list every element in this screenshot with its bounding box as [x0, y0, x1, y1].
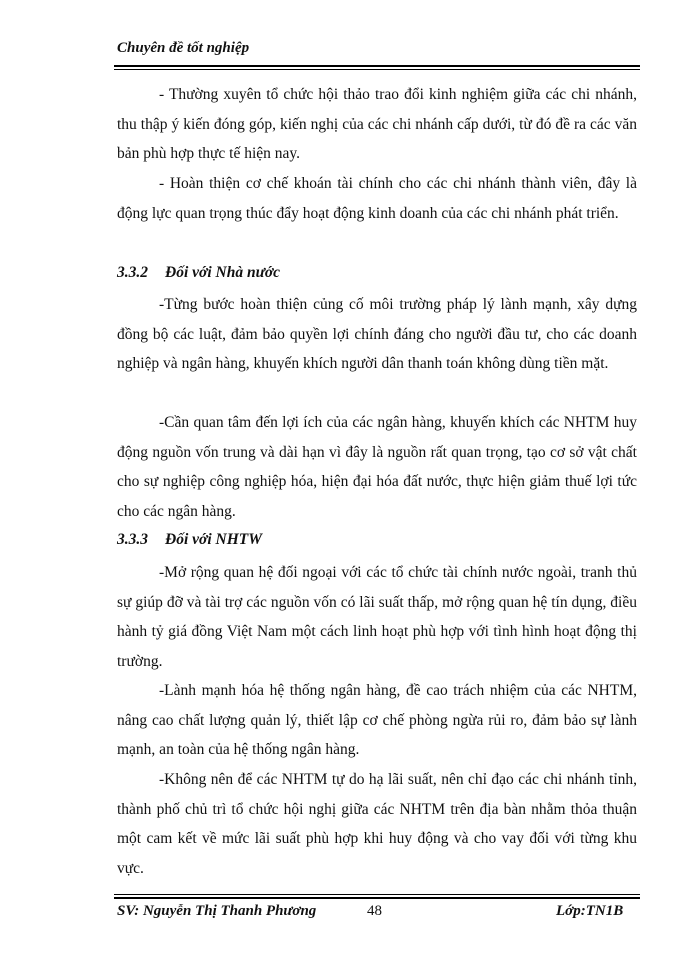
paragraph-2: - Hoàn thiện cơ chế khoán tài chính cho các chi nhánh thành viên, đây là động lực quan trọng thúc đẩy hoạt động kinh doanh của các chi nhánh phát triển.	[117, 175, 637, 222]
page-number: 48	[367, 903, 382, 919]
page-header-title: Chuyên đề tốt nghiệp	[117, 40, 250, 56]
section-title: Đối với NHTW	[165, 531, 263, 548]
section-number: 3.3.3	[117, 531, 148, 548]
section-number: 3.3.2	[117, 264, 148, 281]
section-heading-3-3-2	[117, 264, 637, 282]
paragraph-7: -Không nên để các NHTM tự do hạ lãi suất, nên chỉ đạo các chi nhánh tỉnh, thành phố chủ trì tổ chức hội nghị giữa các NHTM trên địa bàn nhằm thỏa thuận một cam kết về mức lãi suất phù hợp khi huy động và cho vay đối với từng khu vực.	[117, 771, 637, 877]
footer-class: Lớp:TN1B	[556, 903, 624, 919]
paragraph-6: -Lành mạnh hóa hệ thống ngân hàng, đề cao trách nhiệm của các NHTM, nâng cao chất lượng quản lý, thiết lập cơ chế phòng ngừa rủi ro, đảm bảo sự lành mạnh, an toàn của hệ thống ngân hàng.	[117, 682, 637, 758]
paragraph-5: -Mở rộng quan hệ đối ngoại với các tổ chức tài chính nước ngoài, tranh thủ sự giúp đỡ và tài trợ các nguồn vốn có lãi suất thấp, mở rộng quan hệ tín dụng, điều hành tỷ giá đồng Việt Nam một cách linh hoạt phù hợp với tình hình hoạt động thị trường.	[117, 564, 637, 670]
section-title: Đối với Nhà nước	[165, 264, 281, 281]
paragraph-1: - Thường xuyên tổ chức hội thảo trao đổi kinh nghiệm giữa các chi nhánh, thu thập ý kiến đóng góp, kiến nghị của các chi nhánh cấp dưới, từ đó đề ra các văn bản phù hợp thực tế hiện nay.	[117, 86, 637, 162]
paragraph-4: -Cần quan tâm đến lợi ích của các ngân hàng, khuyến khích các NHTM huy động nguồn vốn trung và dài hạn vì đây là nguồn rất quan trọng, tạo cơ sở vật chất cho sự nghiệp công nghiệp hóa, hiện đại hóa đất nước, thực hiện giảm thuế lợi tức cho các ngân hàng.	[117, 414, 637, 520]
paragraph-3: -Từng bước hoàn thiện củng cố môi trường pháp lý lành mạnh, xây dựng đồng bộ các luật, đảm bảo quyền lợi chính đáng cho người đầu tư, cho các doanh nghiệp và ngân hàng, khuyến khích người dân thanh toán không dùng tiền mặt.	[117, 296, 637, 372]
header-rule	[114, 65, 640, 70]
footer-rule	[114, 894, 640, 899]
footer-author: SV: Nguyễn Thị Thanh Phương	[117, 903, 317, 919]
section-heading-3-3-3	[117, 531, 637, 549]
